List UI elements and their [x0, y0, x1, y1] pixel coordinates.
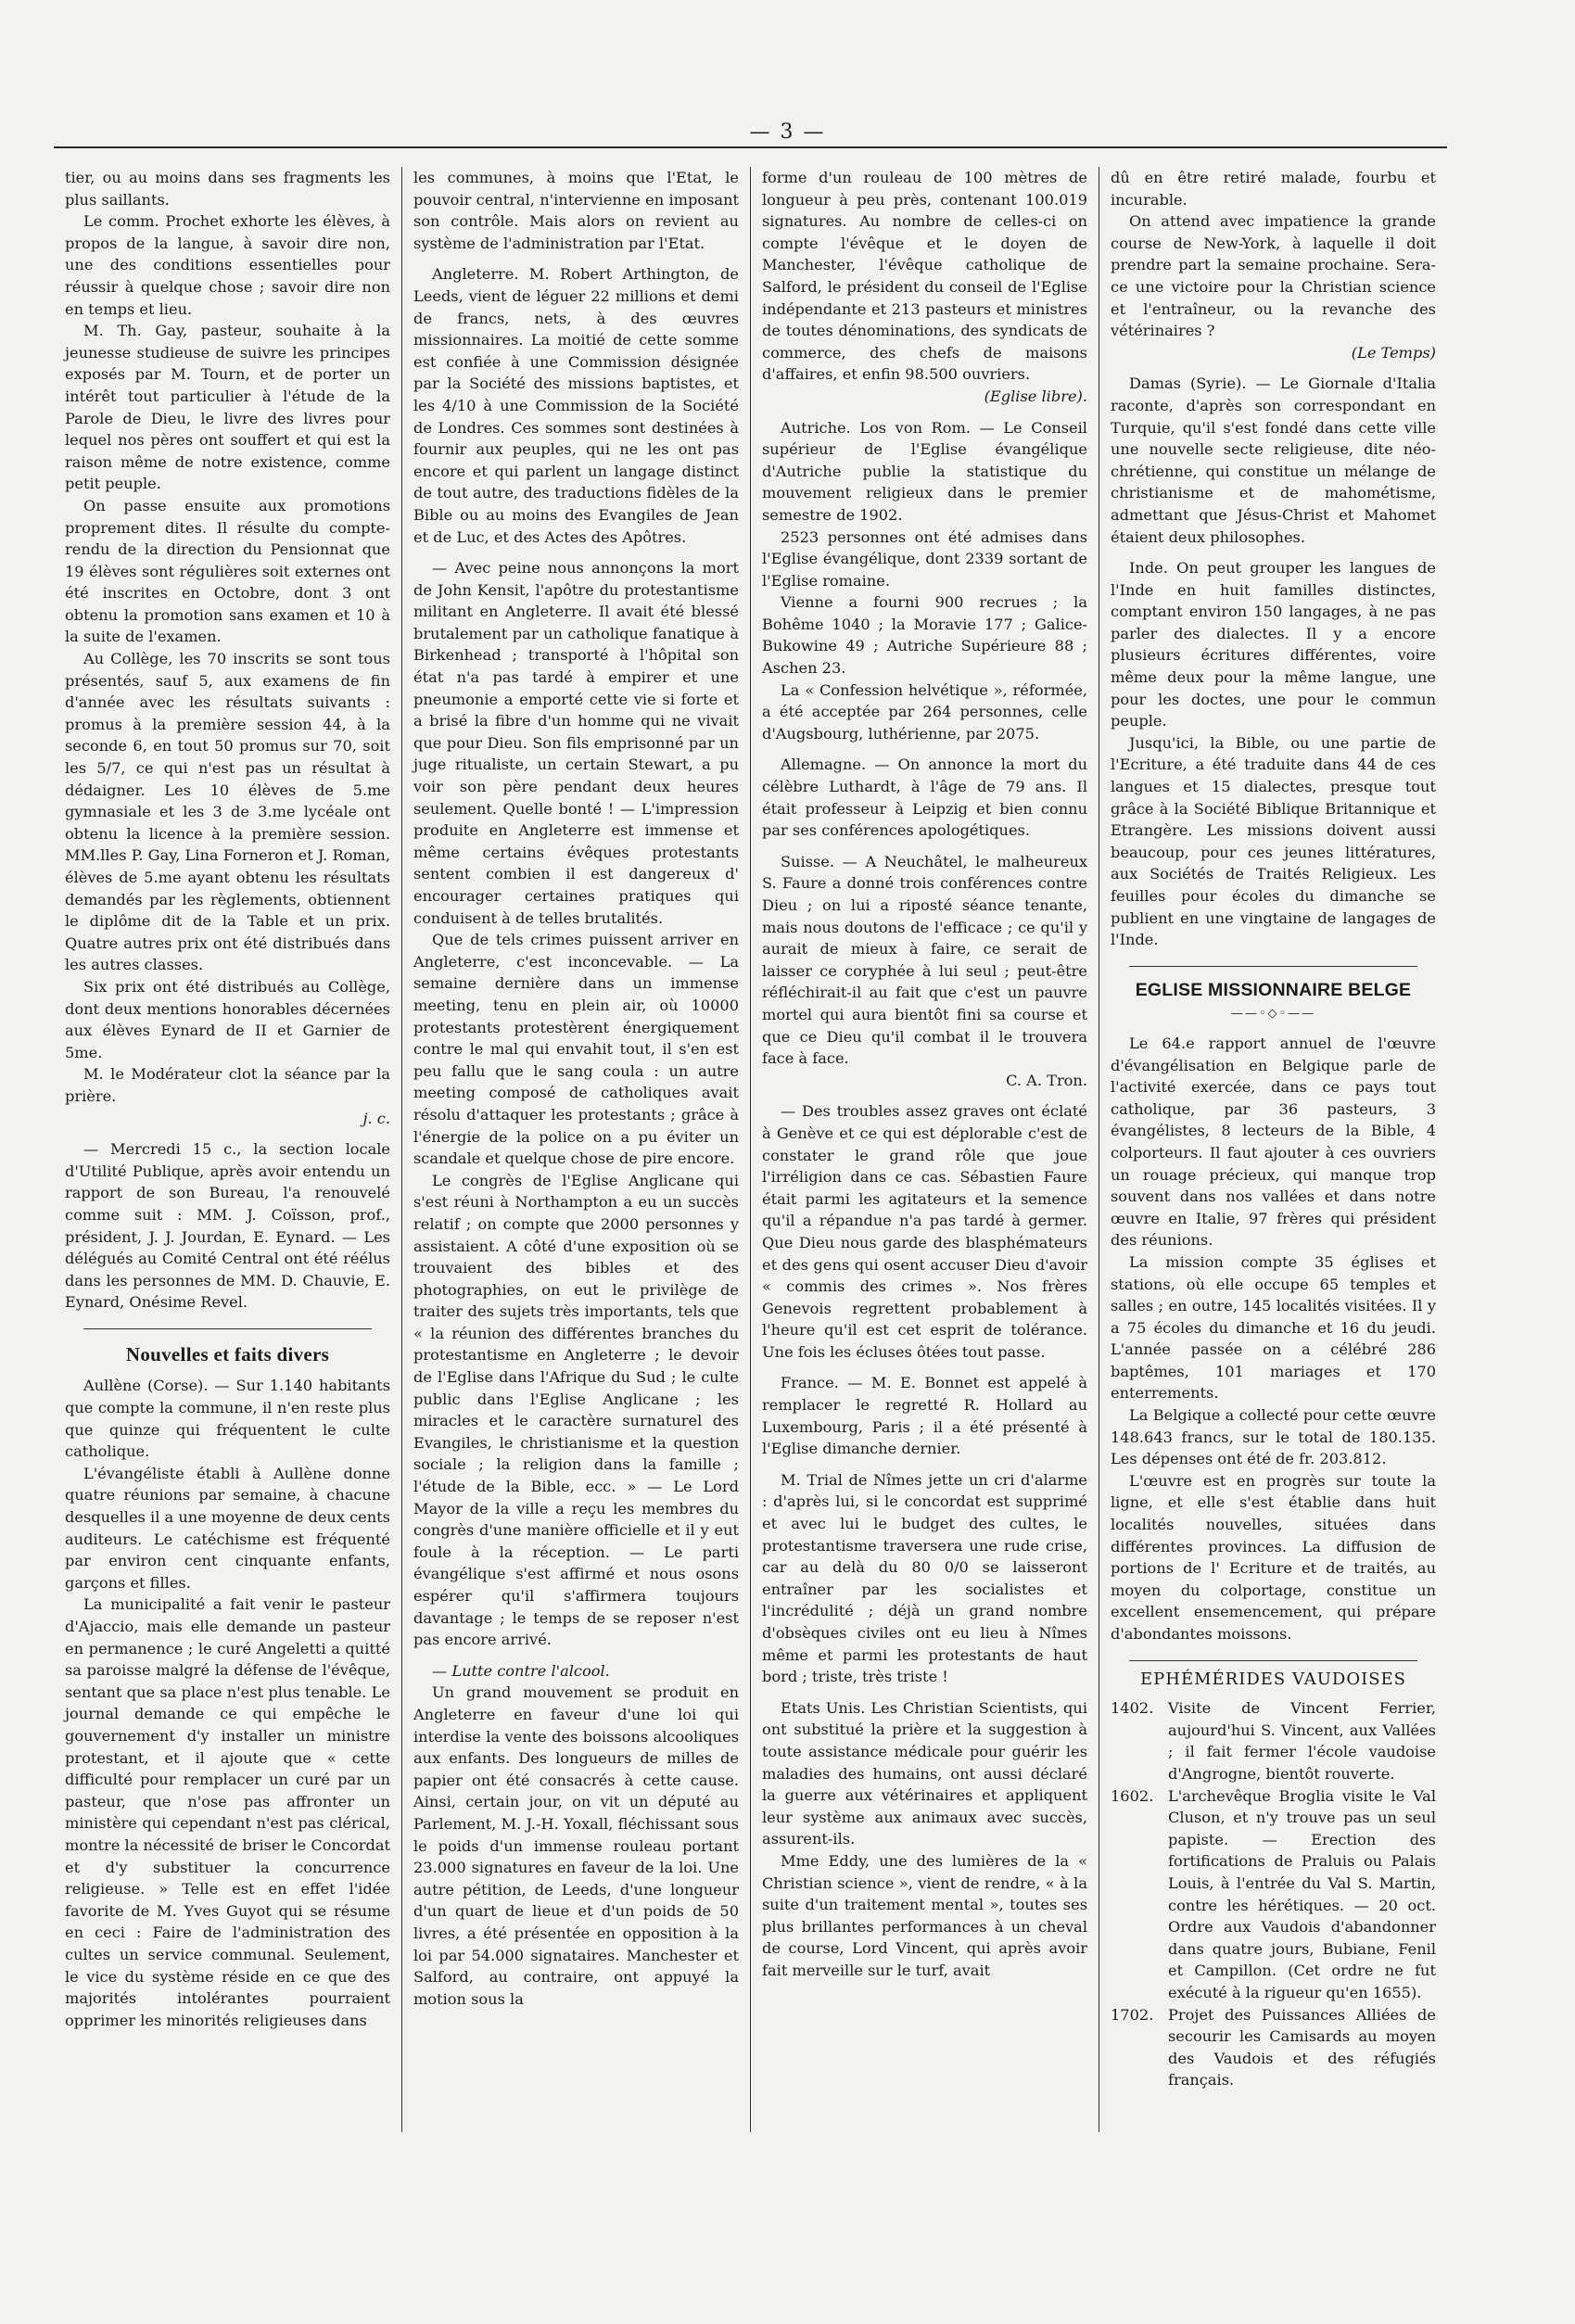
source-note: (Le Temps): [1351, 343, 1436, 362]
paragraph: M. Trial de Nîmes jette un cri d'alarme : d'après lui, si le concordat est supprimé et avec lui le budget des cultes, le protestantisme traversera une rude crise, car au delà du 80 0/0 se laisseront entraîner par les socialistes et l'incrédulité ; déjà un grand nombre d'obsèques civiles ont eu lieu à Nîmes même et parmi les protestants de haut bord ; triste, très triste !: [762, 1470, 1087, 1686]
paragraph: Que de tels crimes puissent arriver en Angleterre, c'est inconcevable. — La semaine dernière dans un immense meeting, tenu en plein air, où 10000 protestants protestèrent énergiquement contre le mal qui envahit tout, il s'en est peu fallu que le sang coula : un autre meeting composé de catholiques avait résolu d'attaquer les protestants ; grâce à l'énergie de la police on a pu éviter un scandale et quelque chose de pire encore.: [413, 931, 739, 1168]
paragraph: tier, ou au moins dans ses fragments les plus saillants.: [65, 169, 390, 209]
ephemeris-year: 1602.: [1111, 1786, 1154, 1805]
paragraph: M. Th. Gay, pasteur, souhaite à la jeunesse studieuse de suivre les principes exposés par M. Tourn, et de porter un intérêt tout particulier à l'étude de la Parole de Dieu, le livre des livres pour lequel nos pères ont souffert et qui est la raison même de notre existence, comme petit peuple.: [65, 322, 390, 493]
paragraph: Allemagne. — On annonce la mort du célèbre Luthardt, à l'âge de 79 ans. Il était professeur à Leipzig et bien connu par ses conférences apologétiques.: [762, 756, 1087, 840]
paragraph: Le comm. Prochet exhorte les élèves, à propos de la langue, à savoir dire non, une des conditions essentielles pour réussir à quelque chose ; savoir dire non en temps et lieu.: [65, 212, 390, 318]
paragraph: — Avec peine nous annonçons la mort de John Kensit, l'apôtre du protestantisme militant en Angleterre. Il avait été blessé brutalement par un catholique fanatique à Birkenhead ; transporté à l'hôpital son état n'a pas tardé à empirer et une pneumonie a emporté cette vie si forte et a brisé la fibre d'un homme qui ne vivait que pour Dieu. Son fils emprisonné par un juge ritualiste, un certain Stewart, a pu voir son père pendant deux heures seulement. Quelle bonté ! — L'impression produite en Angleterre est immense et même certains évêques protestants sentent combien il est dangereux d' encourager certaines pratiques qui conduisent à de telles brutalités.: [413, 559, 739, 927]
ephemerides-list: [1111, 1697, 1436, 2091]
page-number: — 3 —: [749, 121, 826, 144]
section-title: EGLISE MISSIONNAIRE BELGE: [1135, 979, 1412, 1000]
paragraph: Mme Eddy, une des lumières de la « Christian science », vient de rendre, « à la suite d'un traitement mental », toutes ses plus brillantes performances à un cheval de course, Lord Vincent, qui après avoir fait merveille sur le turf, avait: [762, 1851, 1087, 1979]
newspaper-columns: [54, 167, 1447, 2132]
column-4: [1099, 167, 1447, 2132]
paragraph: On passe ensuite aux promotions proprement dites. Il résulte du compte-rendu de la direction du Pensionnat que 19 élèves sont régulières soit externes ont été inscrites en Octobre, dont 3 ont obtenu la promotion sans examen et 10 à la suite de l'examen.: [65, 496, 390, 646]
paragraph: France. — M. E. Bonnet est appelé à remplacer le regretté R. Hollard au Luxembourg, Paris ; il a été présenté à l'Eglise dimanche dernier.: [762, 1374, 1087, 1458]
paragraph: La Belgique a collecté pour cette œuvre 148.643 francs, sur le total de 180.135. Les dépenses ont été de fr. 203.812.: [1111, 1406, 1436, 1468]
divider: [83, 1328, 372, 1329]
ephemeris-entry: [1111, 2004, 1436, 2091]
paragraph: les communes, à moins que l'Etat, le pouvoir central, n'intervienne en imposant son contrôle. Mais alors on revient au système de l'administration par l'Etat.: [413, 169, 739, 252]
paragraph: Un grand mouvement se produit en Angleterre en faveur d'une loi qui interdise la vente des boissons alcooliques aux enfants. Des longueurs de milles de papier ont été consacrés à cette cause. Ainsi, certain jour, on vit un député au Parlement, M. J.-H. Yoxall, fléchissant sous le poids d'un immense rouleau portant 23.000 signatures en faveur de la loi. Une autre pétition, de Leeds, d'une longueur d'un quart de lieue et d'un poids de 50 livres, a été présentée en opposition à la loi par 54.000 signataires. Manchester et Salford, au contraire, ont appuyé la motion sous la: [413, 1683, 739, 2008]
paragraph: L'évangéliste établi à Aullène donne quatre réunions par semaine, à chacune desquelles il a une moyenne de deux cents auditeurs. Le catéchisme est fréquenté par environ cent cinquante enfants, garçons et filles.: [65, 1464, 390, 1592]
divider: [1129, 966, 1417, 967]
paragraph: — Des troubles assez graves ont éclaté à Genève et ce qui est déplorable c'est de constater le grand rôle que joue l'irréligion dans ce cas. Sébastien Faure était parmi les agitateurs et la semence qu'il a répandue n'a pas tardé à germer. Que Dieu nous garde des blasphémateurs et des gens qui osent accuser Dieu d'avoir « commis des crimes ». Nos frères Genevois regrettent probablement à l'heure qu'il est cet esprit de tolérance. Une fois les écluses ôtées tout passe.: [762, 1102, 1087, 1361]
paragraph: — Mercredi 15 c., la section locale d'Utilité Publique, après avoir entendu un rapport de son Bureau, l'a renouvelé comme suit : MM. J. Coïsson, prof., président, J. J. Jourdan, E. Eynard. — Les délégués au Comité Central ont été réélus dans les personnes de MM. D. Chauvie, E. Eynard, Onésime Revel.: [65, 1140, 390, 1312]
ephemeris-entry: [1111, 1697, 1436, 1784]
paragraph: Le 64.e rapport annuel de l'œuvre d'évangélisation en Belgique parle de l'activité exercée, dans ce pays tout catholique, par 36 pasteurs, 3 évangélistes, 8 lecteurs de la Bible, 4 colporteurs. Il faut ajouter à ces ouvriers un rouage précieux, qui manque trop souvent dans nos vallées et dans notre œuvre en Italie, 97 frères qui président des réunions.: [1111, 1034, 1436, 1250]
paragraph: Vienne a fourni 900 recrues ; la Bohême 1040 ; la Moravie 177 ; Galice-Bukowine 49 ; Autriche Supérieure 88 ; Aschen 23.: [762, 593, 1087, 678]
ephemeris-year: 1702.: [1111, 2005, 1154, 2024]
paragraph: Damas (Syrie). — Le Giornale d'Italia raconte, d'après son correspondant en Turquie, qu'il s'est fondé dans cette ville une nouvelle secte religieuse, dite néo-chrétienne, qui constitue un mélange de christianisme et de mahométisme, admettant que Jésus-Christ et Mahomet étaient deux philosophes.: [1111, 375, 1436, 546]
ephemeris-year: 1402.: [1111, 1699, 1154, 1718]
source-note: (Eglise libre).: [984, 387, 1087, 405]
paragraph: La municipalité a fait venir le pasteur d'Ajaccio, mais elle demande un pasteur en permanence ; le curé Angeletti a quitté sa paroisse malgré la défense de l'évêque, sentant que sa place n'est plus tenable. Le journal demande ce qui empêche le gouvernement d'y installer un ministre protestant, et il ajoute que « cette difficulté pour remplacer un curé par un pasteur, que n'ose pas affronter un ministère qui cependant n'est pas clérical, montre la nécessité de briser le Concordat et d'y substituer la concurrence religieuse. » Telle est en effet l'idée favorite de M. Yves Guyot qui se résume en ceci : Faire de l'administration des cultes un service communal. Seulement, le vice du système réside en ce que des majorités intolérantes pourraient opprimer les minorités religieuses dans: [65, 1595, 390, 2029]
paragraph: Six prix ont été distribués au Collège, dont deux mentions honorables décernées aux élèves Eynard de II et Garnier de 5me.: [65, 977, 390, 1061]
column-3: [750, 167, 1099, 2132]
subheading: — Lutte contre l'alcool.: [432, 1661, 610, 1680]
paragraph: Suisse. — A Neuchâtel, le malheureux S. Faure a donné trois conférences contre Dieu ; on lui a riposté séance tenante, mais nous doutons de l'efficace ; ce qu'il y aurait de mieux à faire, ce serait de laisser ce coryphée à lui seul ; peut-être réfléchirait-il au fait que c'est un pauvre mortel qui aura bientôt fini sa course et que ce Dieu qu'il combat il le trouvera face à face.: [762, 852, 1087, 1068]
ephemerides-title: EPHÉMÉRIDES VAUDOISES: [1140, 1669, 1406, 1689]
header-rule: [54, 146, 1447, 148]
paragraph: M. le Modérateur clot la séance par la prière.: [65, 1065, 390, 1105]
signature: j. c.: [362, 1109, 390, 1127]
ephemeris-text: Projet des Puissances Alliées de secourir les Camisards au moyen des Vaudois et des réfugiés français.: [1168, 2005, 1436, 2089]
paragraph: Angleterre. M. Robert Arthington, de Leeds, vient de léguer 22 millions et demi de francs, nets, à des œuvres missionnaires. La moitié de cette somme est confiée à une Commission désignée par la Société des missions baptistes, et les 4/10 à une Commission de la Société de Londres. Ces sommes sont destinées à fournir aux peuples, qui ne les ont pas encore et qui parlent un langage distinct de tout autre, des traductions fidèles de la Bible ou au moins des Evangiles de Jean et de Luc, et des Actes des Apôtres.: [413, 265, 739, 546]
paragraph: L'œuvre est en progrès sur toute la ligne, et elle s'est établie dans huit localités nouvelles, situées dans différentes provinces. La diffusion de portions de l' Ecriture et de traités, au moyen du colportage, constitue un excellent ensemencement, qui prépare d'abondantes moissons.: [1111, 1471, 1436, 1643]
paragraph: Jusqu'ici, la Bible, ou une partie de l'Ecriture, a été traduite dans 44 de ces langues et 15 dialectes, presque tout grâce à la Société Biblique Britannique et Etrangère. Les missions doivent aussi beaucoup, pour ces jeunes littératures, aux Sociétés de Traités Religieux. Les feuilles pour écoles du dimanche se publient en une vingtaine de langages de l'Inde.: [1111, 733, 1436, 949]
column-1: [54, 167, 401, 2132]
ephemeris-entry: [1111, 1785, 1436, 2004]
ephemeris-text: L'archevêque Broglia visite le Val Cluson, et n'y trouve pas un seul papiste. — Erection des fortifications de Praluis ou Palais Louis, à l'entrée du Val S. Martin, contre les hérétiques. — 20 oct. Ordre aux Vaudois d'abandonner dans quatre jours, Bubiane, Fenil et Campillon. (Cet ordre ne fut exécuté à la rigueur qu'en 1655).: [1168, 1786, 1436, 2001]
column-2: [401, 167, 750, 2132]
divider: [1129, 1660, 1417, 1661]
ephemeris-text: Visite de Vincent Ferrier, aujourd'hui S. Vincent, aux Vallées ; il fait fermer l'école vaudoise d'Angrogne, bientôt rouverte.: [1168, 1699, 1436, 1783]
paragraph: 2523 personnes ont été admises dans l'Eglise évangélique, dont 2339 sortant de l'Eglise romaine.: [762, 527, 1087, 590]
paragraph: On attend avec impatience la grande course de New-York, à laquelle il doit prendre part la semaine prochaine. Sera-ce une victoire pour la Christian science et l'entraîneur, ou la revanche des vétérinaires ?: [1111, 212, 1436, 340]
paragraph: forme d'un rouleau de 100 mètres de longueur à peu près, contenant 100.019 signatures. Au nombre de celles-ci on compte l'évêque et le doyen de Manchester, l'évêque catholique de Salford, le président du conseil de l'Eglise indépendante et 213 pasteurs et ministres de toutes dénominations, des syndicats de commerce, des chefs de maisons d'affaires, et enfin 98.500 ouvriers.: [762, 169, 1087, 384]
paragraph: La « Confession helvétique », réformée, a été acceptée par 264 personnes, celle d'Augsbourg, luthérienne, par 2075.: [762, 680, 1087, 743]
paragraph: Au Collège, les 70 inscrits se sont tous présentés, sauf 5, aux examens de fin d'année avec les résultats suivants : promus à la première session 44, à la seconde 6, en tout 50 promus sur 70, soit les 5/7, ce qui n'est pas un résultat à dédaigner. Les 10 élèves de 5.me gymnasiale et les 3 de 3.me lycéale ont obtenu la licence à la première session. MM.lles P. Gay, Lina Forneron et J. Roman, élèves de 5.me ayant obtenu les résultats demandés par les règlements, obtiennent le diplôme dit de la Table et un prix. Quatre autres prix ont été distribués dans les autres classes.: [65, 650, 390, 974]
ornament: ——◦◇◦——: [1230, 1007, 1316, 1022]
paragraph: Etats Unis. Les Christian Scientists, qui ont substitué la prière et la suggestion à toute assistance médicale pour guérir les maladies des humains, ont aussi déclaré la guerre aux vétérinaires et appliquent leur système aux animaux avec succès, assurent-ils.: [762, 1698, 1087, 1848]
section-title: Nouvelles et faits divers: [125, 1342, 330, 1365]
paragraph: Inde. On peut grouper les langues de l'Inde en huit familles distinctes, comptant environ 150 langages, à ne pas parler des dialectes. Il y a encore plusieurs écritures différentes, voire même deux pour la même langue, une pour les doctes, une pour le commun peuple.: [1111, 559, 1436, 730]
signature: C. A. Tron.: [1006, 1071, 1087, 1089]
paragraph: Aullène (Corse). — Sur 1.140 habitants que compte la commune, il n'en reste plus que quinze qui fréquentent le culte catholique.: [65, 1377, 390, 1461]
paragraph: La mission compte 35 églises et stations, où elle occupe 65 temples et salles ; en outre, 145 localités visitées. Il y a 75 écoles du dimanche et 16 du jeudi. L'année passée on a célébré 286 baptêmes, 101 mariages et 170 enterrements.: [1111, 1252, 1436, 1403]
paragraph: Autriche. Los von Rom. — Le Conseil supérieur de l'Eglise évangélique d'Autriche publie la statistique du mouvement religieux dans le premier semestre de 1902.: [762, 418, 1087, 524]
paragraph: dû en être retiré malade, fourbu et incurable.: [1111, 169, 1436, 209]
paragraph: Le congrès de l'Eglise Anglicane qui s'est réuni à Northampton a eu un succès relatif ; on compte que 2000 personnes y assistaient. A côté d'une exposition où se trouvaient des bibles et des photographies, on eut le privilège de traiter des sujets très importants, tels que « la réunion des différentes branches du protestantisme en Angleterre ; le devoir de l'Eglise dans l'Afrique du Sud ; le culte public dans l'Eglise Anglicane ; les miracles et le caractère surnaturel des Evangiles, le christianisme et la question sociale ; la religion dans la famille ; l'étude de la Bible, ecc. » — Le Lord Mayor de la ville a reçu les membres du congrès d'une manière officielle et il y eut foule à la réception. — Le parti évangélique s'est affirmé et nous osons espérer qu'il s'affirmera toujours davantage ; le temps de se reposer n'est pas encore arrivé.: [413, 1171, 739, 1649]
